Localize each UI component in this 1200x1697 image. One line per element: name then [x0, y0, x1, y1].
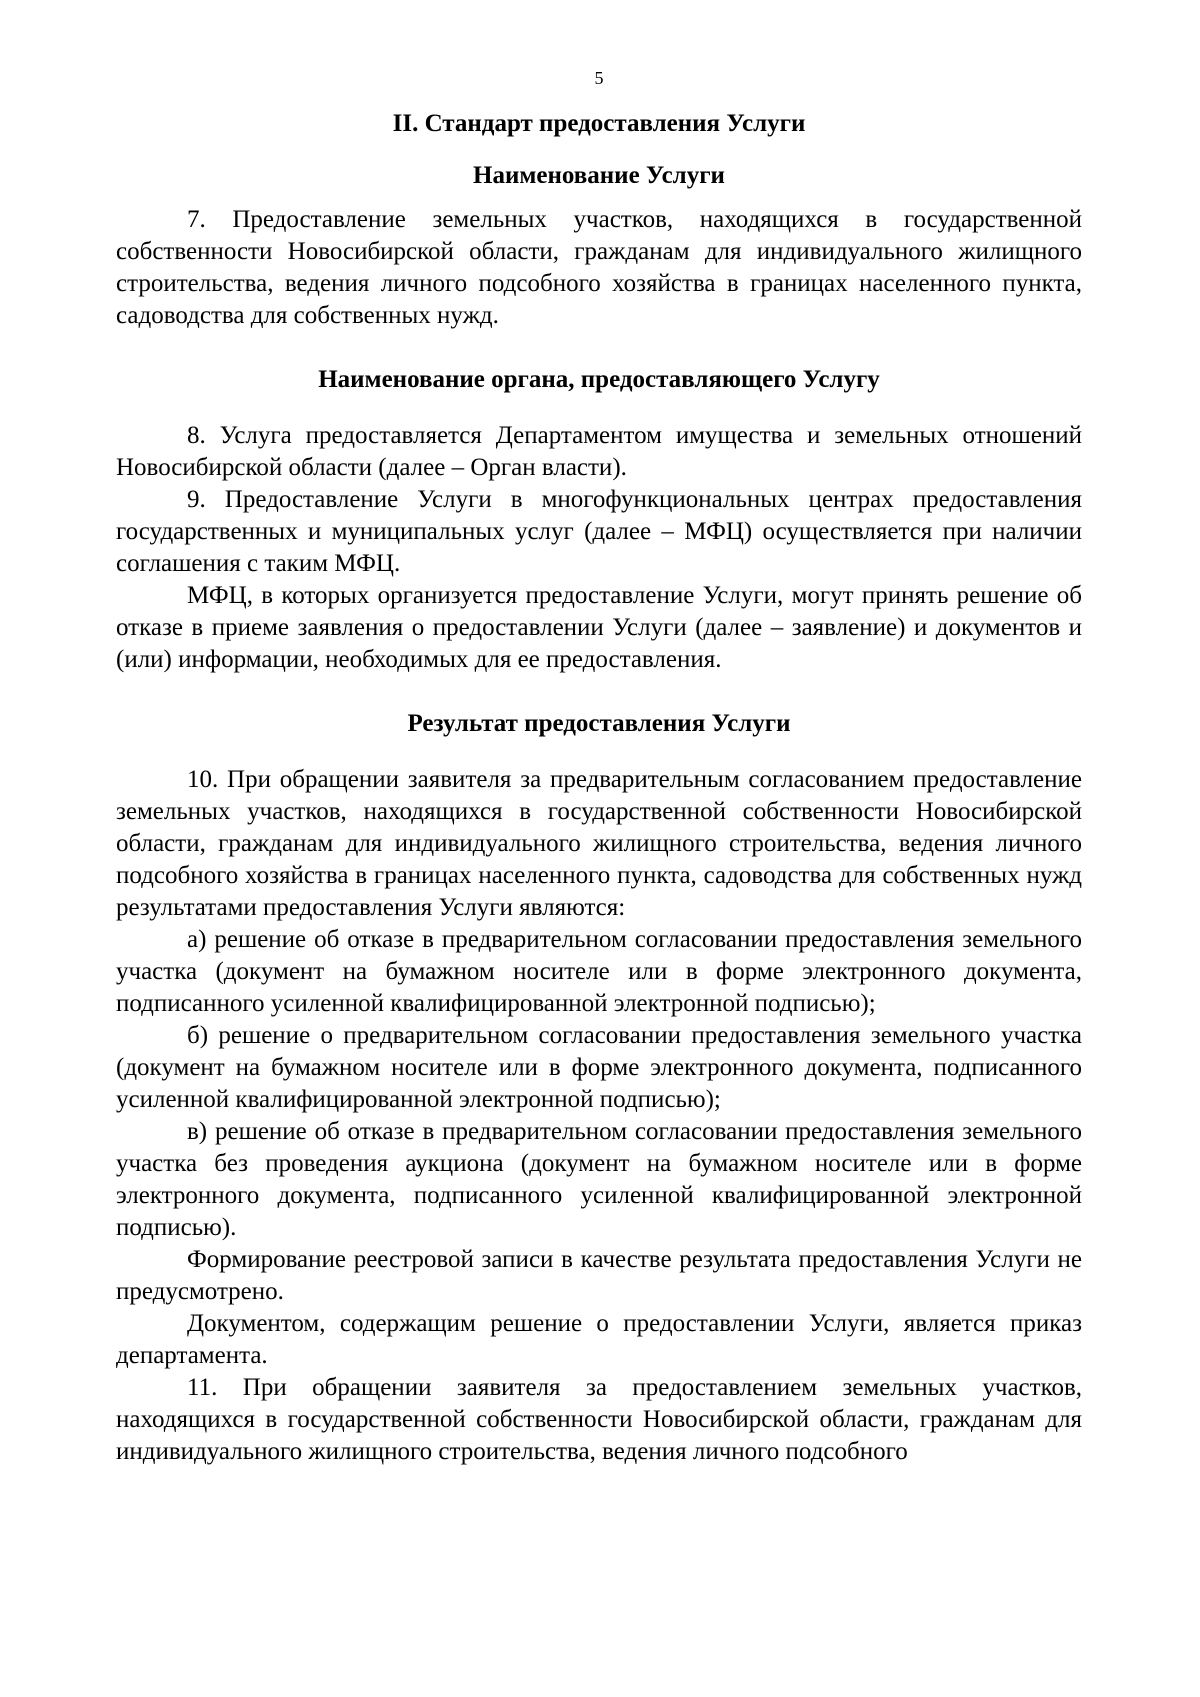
paragraph-10a: а) решение об отказе в предварительном согласовании предоставления земельного участка (документ на бумажном носителе или в форме электронного документа, подписанного усиленной квалифицированной электронной подписью); [116, 926, 1082, 1017]
page-content [116, 66, 1082, 1468]
paragraph-10: 10. При обращении заявителя за предварительным согласованием предоставление земельных участков, находящихся в государственной собственности Новосибирской области, гражданам для индивидуального жилищного строительства, ведения личного подсобного хозяйства в границах населенного пункта, садоводства для собственных нужд результатами предоставления Услуги являются: [116, 766, 1082, 921]
paragraph-registry: Формирование реестровой записи в качестве результата предоставления Услуги не предусмотрено. [116, 1246, 1082, 1305]
paragraph-10b: б) решение о предварительном согласовании предоставления земельного участка (документ на бумажном носителе или в форме электронного документа, подписанного усиленной квалифицированной электронной подписью); [116, 1022, 1082, 1113]
paragraph-10v: в) решение об отказе в предварительном согласовании предоставления земельного участка без проведения аукциона (документ на бумажном носителе или в форме электронного документа, подписанного усиленной квалифицированной электронной подписью). [116, 1118, 1082, 1241]
section-title: II. Стандарт предоставления Услуги [392, 110, 806, 137]
paragraph-7: 7. Предоставление земельных участков, находящихся в государственной собственности Новосибирской области, гражданам для индивидуального жилищного строительства, ведения личного подсобного хозяйства в границах населенного пункта, садоводства для собственных нужд. [116, 206, 1082, 329]
paragraph-order: Документом, содержащим решение о предоставлении Услуги, является приказ департамента. [116, 1310, 1082, 1369]
heading-service-name: Наименование Услуги [473, 162, 725, 189]
paragraph-11: 11. При обращении заявителя за предоставлением земельных участков, находящихся в государственной собственности Новосибирской области, гражданам для индивидуального жилищного строительства, ведения личного подсобного [116, 1374, 1082, 1465]
heading-authority: Наименование органа, предоставляющего Услугу [318, 366, 880, 393]
paragraph-8: 8. Услуга предоставляется Департаментом имущества и земельных отношений Новосибирской области (далее – Орган власти). [116, 422, 1082, 481]
paragraph-mfc: МФЦ, в которых организуется предоставление Услуги, могут принять решение об отказе в приеме заявления о предоставлении Услуги (далее – заявление) и документов и (или) информации, необходимых для ее предоставления. [116, 582, 1082, 673]
paragraph-9: 9. Предоставление Услуги в многофункциональных центрах предоставления государственных и муниципальных услуг (далее – МФЦ) осуществляется при наличии соглашения с таким МФЦ. [116, 486, 1082, 577]
page-number: 5 [594, 68, 604, 88]
heading-result: Результат предоставления Услуги [407, 710, 791, 737]
